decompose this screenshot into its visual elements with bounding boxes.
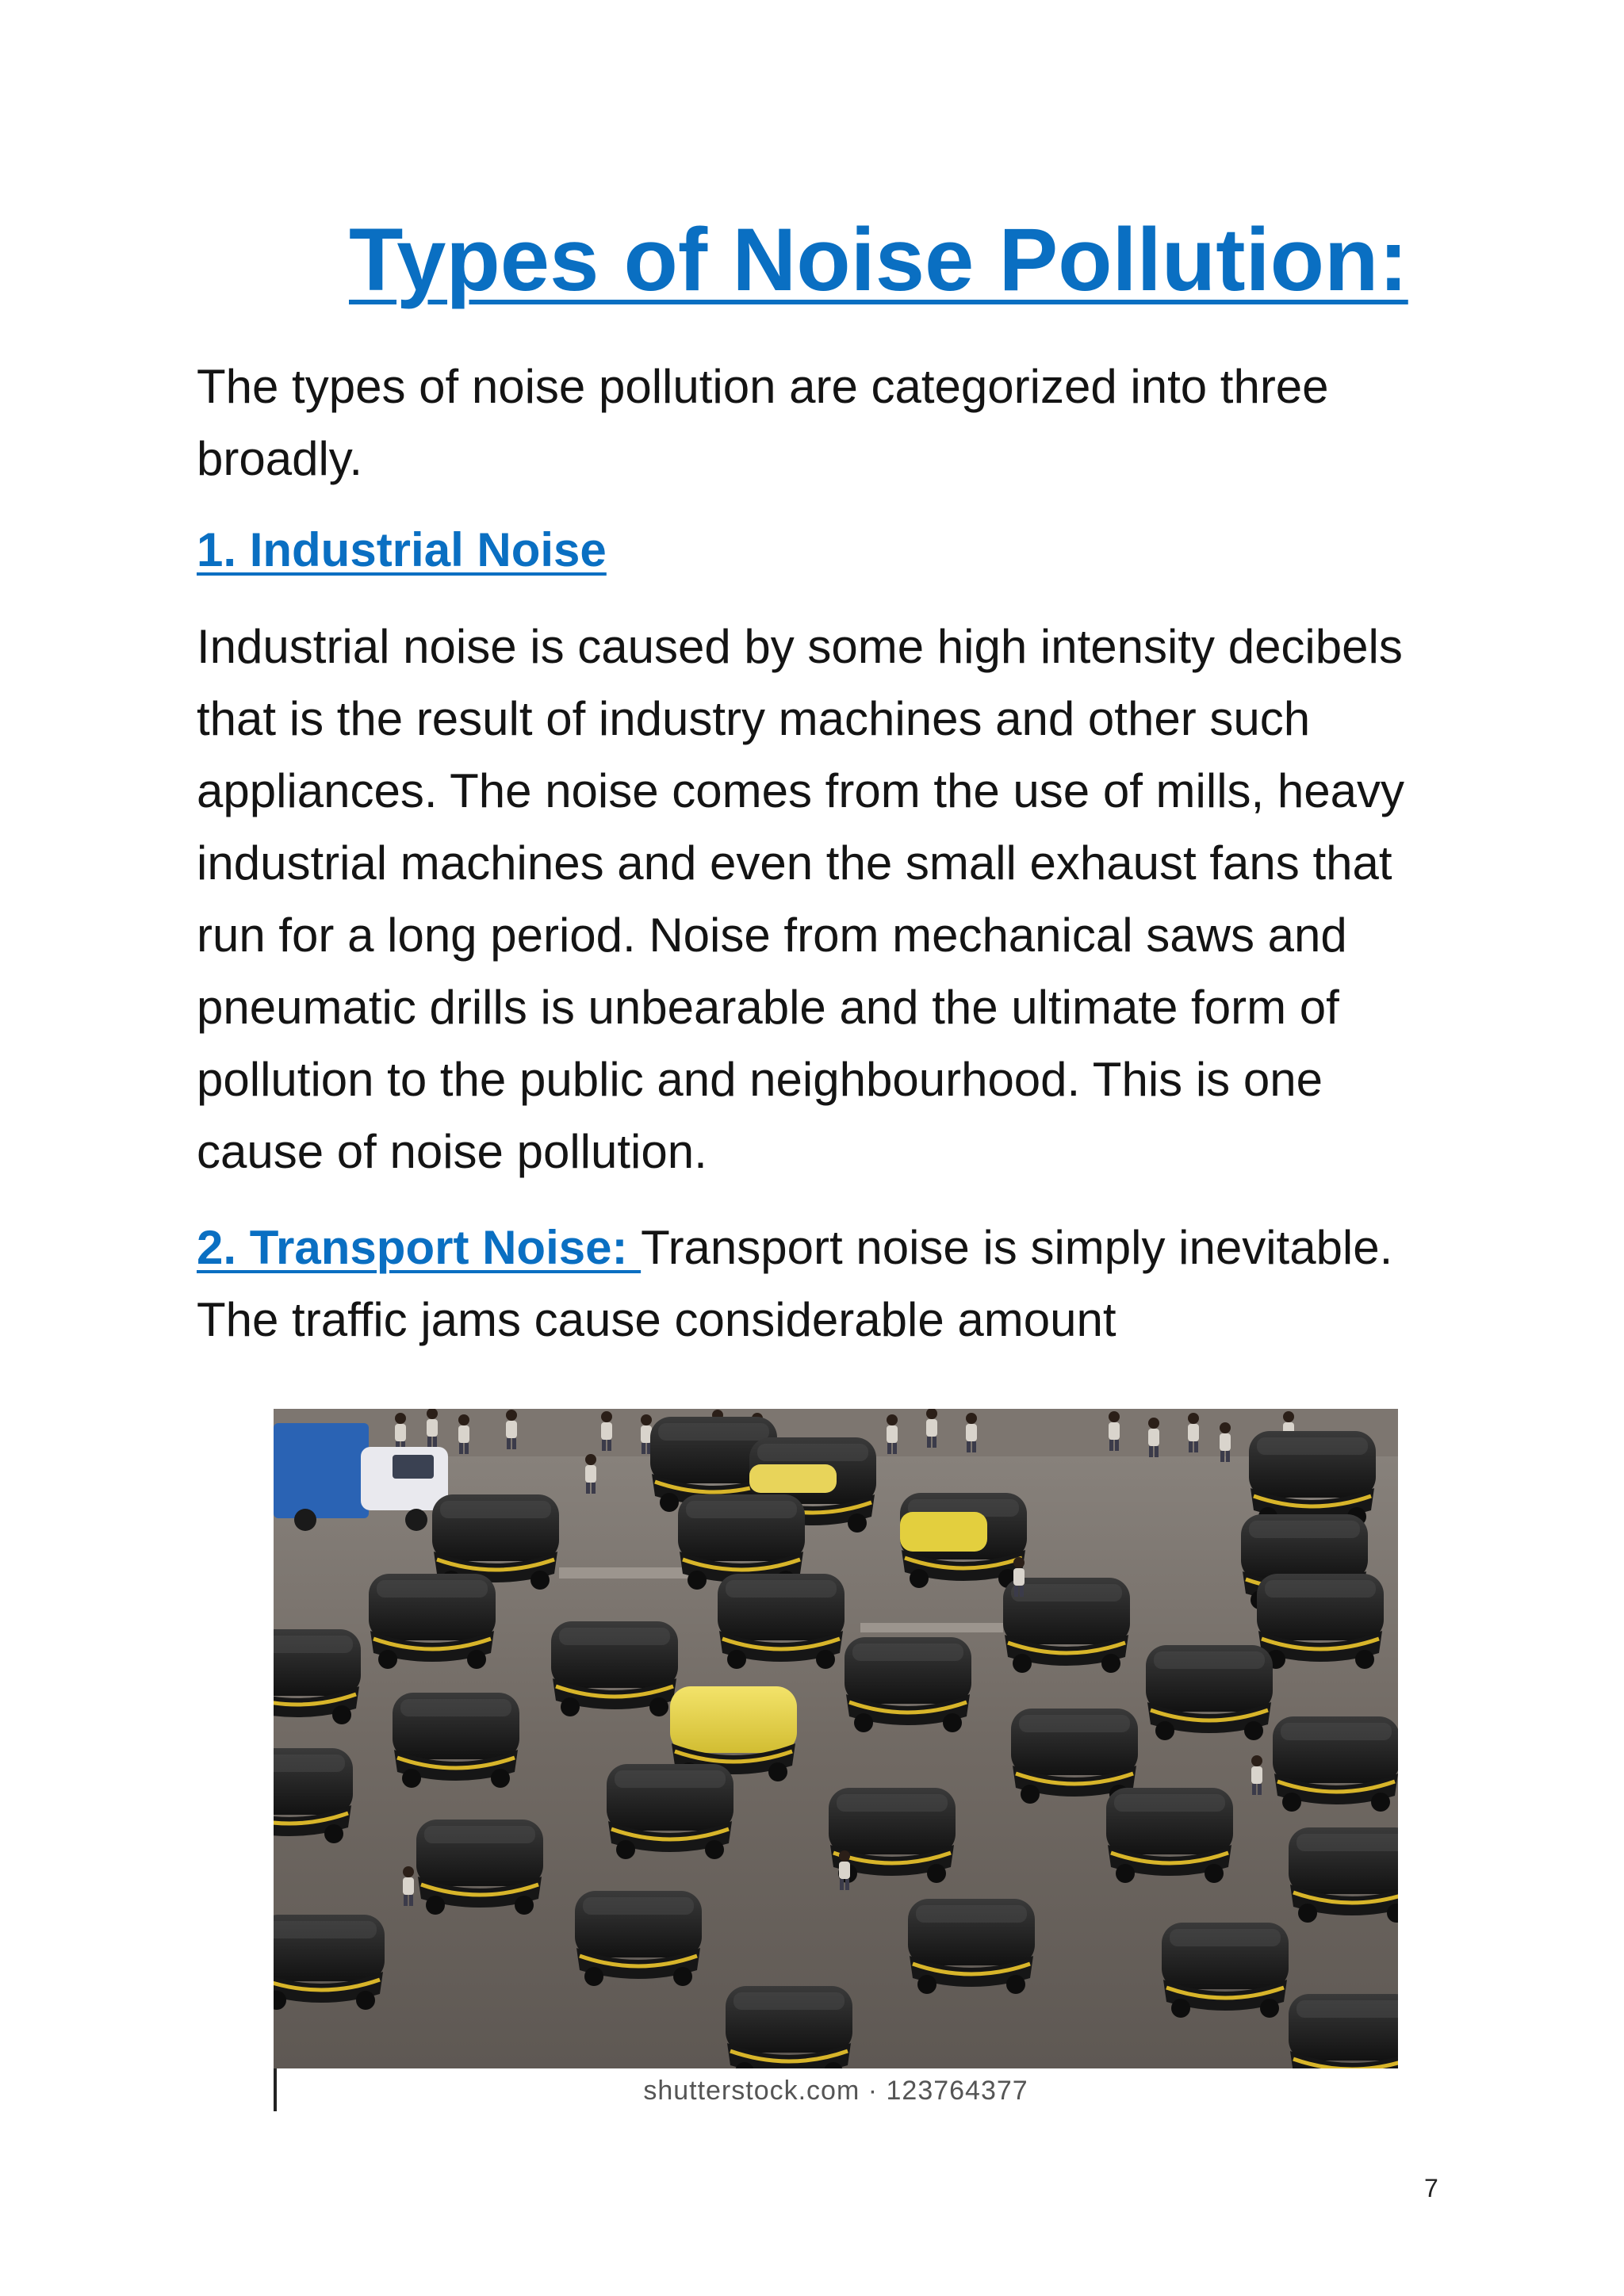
transport-noise-paragraph (197, 1211, 1442, 1356)
transport-noise-text: Transport noise is simply inevitable. The traffic jams cause considerable amount (197, 1221, 1393, 1346)
watermark-strip (274, 2068, 1398, 2111)
page-number: 7 (1424, 2174, 1438, 2202)
traffic-photo-figure (274, 1409, 1398, 2111)
intro-paragraph: The types of noise pollution are categorized into three broadly. (197, 360, 1329, 485)
industrial-noise-paragraph: Industrial noise is caused by some high intensity decibels that is the result of industry machines and other such appliances. The noise comes from the use of mills, heavy industrial machines and even the small exhaust fans that run for a long period. Noise from mechanical saws and pneumatic drills is unbearable and the ultimate form of pollution to the public and neighbourhood. This is one cause of noise pollution. (197, 620, 1404, 1178)
image-watermark: shutterstock.com · 123764377 (643, 2076, 1028, 2106)
industrial-noise-heading: 1. Industrial Noise (197, 523, 607, 576)
page-title: Types of Noise Pollution: (349, 210, 1408, 309)
auto-rickshaw-traffic-photo (274, 1409, 1398, 2068)
transport-noise-heading: 2. Transport Noise: (197, 1221, 642, 1274)
